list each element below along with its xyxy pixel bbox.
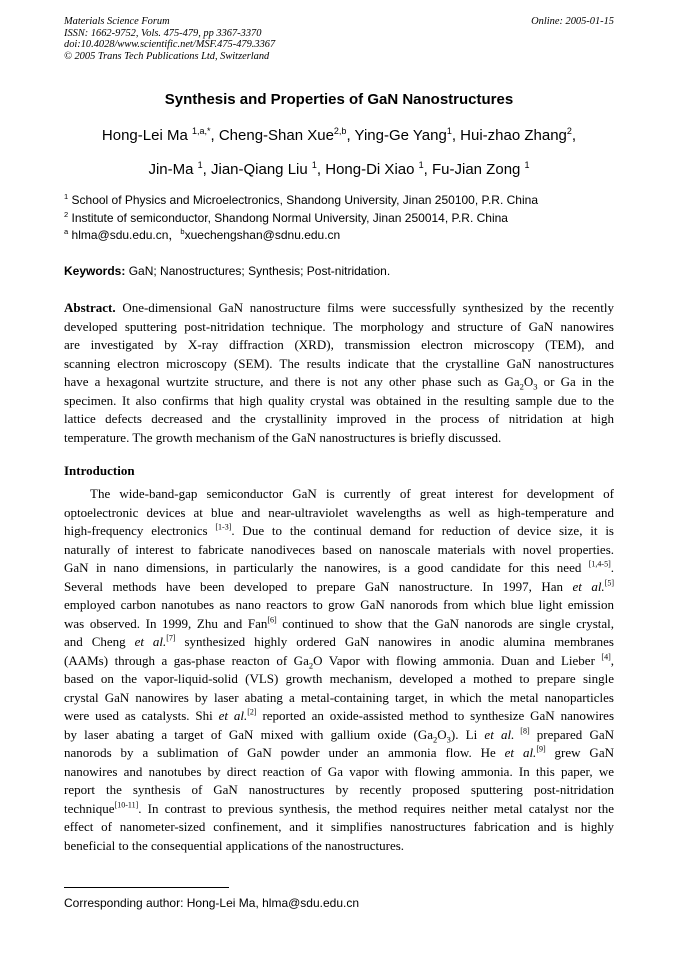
affil-mark: 1 [64, 192, 69, 201]
subscript: 3 [446, 734, 451, 745]
text-run: was observed. In 1999, Zhu and Fan [64, 615, 268, 631]
intro-line: optoelectronic devices at blue and near-ultraviolet wavelengths as well as high-temperature and [64, 504, 614, 520]
citation-ref[interactable]: [9] [536, 744, 546, 754]
author-affil-mark: 1,a,* [191, 126, 211, 136]
subscript: 2 [433, 734, 438, 745]
citation-ref[interactable]: [5] [604, 578, 615, 588]
text-run: grew GaN [545, 745, 614, 760]
doi-line: doi:10.4028/www.scientific.net/MSF.475-479.3367 [64, 39, 276, 51]
text-run: continued to show that the GaN nanorods are single crystal, [276, 615, 614, 631]
journal-name: Materials Science Forum [64, 16, 170, 27]
text-run: ). Li [450, 726, 485, 742]
text-run: Several methods have been developed to prepare GaN nanostructure. In 1997, Han [64, 578, 573, 594]
author-name: Ying-Ge Yang [354, 127, 447, 144]
intro-line: naturally of interest to fabricate nanodiveces based on nanoscale materials with novel properties. [64, 541, 614, 557]
intro-line [64, 744, 614, 763]
italic-run: et al. [218, 708, 248, 723]
text-run: synthesized highly ordered GaN nanowires in anodic alumina membranes [175, 634, 614, 649]
abstract-line: scanning electron microscopy (SEM). The results indicate that the crystalline GaN nanostructures [64, 355, 614, 371]
author-name: Hong-Lei Ma [101, 127, 188, 144]
intro-line [64, 578, 614, 597]
abstract-line: lattice defects decreased and the crystallinity improved in the process of nitridation at high [64, 411, 614, 426]
text-run: high-frequency electronics [64, 523, 216, 538]
keywords-text: GaN; Nanostructures; Synthesis; Post-nitridation. [128, 264, 391, 278]
author-name: Fu-Jian Zong [432, 161, 521, 178]
abstract-line: are investigated by X-ray diffraction (XRD), transmission electron microscopy (TEM), and [64, 337, 614, 352]
text-run: . Due to the continual demand for reduction of device size, it is [231, 523, 614, 538]
author-emails [64, 224, 340, 243]
text-run: prepared GaN [529, 726, 615, 742]
citation-ref[interactable]: [10-11] [114, 800, 139, 810]
citation-ref[interactable]: [6] [267, 615, 277, 625]
keywords-label: Keywords: [64, 264, 126, 278]
author-affil-mark: 1 [418, 160, 424, 170]
subscript: 2 [308, 660, 314, 671]
text-run: were used as catalysts. Shi [64, 708, 219, 723]
intro-line [64, 633, 614, 652]
text-run: , [610, 652, 614, 668]
citation-ref[interactable]: [2] [247, 707, 257, 717]
author-line-2: Jin-Ma $^1$, Jian-Qiang Liu $^1$, Hong-Di Xiao $^1$, Fu-Jian Zong $^1$ [148, 160, 530, 178]
citation-ref[interactable]: [8] [514, 726, 530, 736]
intro-line: The wide-band-gap semiconductor GaN is currently of great interest for development of [90, 486, 614, 501]
email-link[interactable]: hlma@sdu.edu.cn， [71, 228, 181, 242]
abstract-line: developed sputtering post-nitridation technique. The morphology and structure of GaN nanowires [64, 318, 614, 334]
author-name: Jin-Ma [148, 161, 194, 178]
online-date: Online: 2005-01-15 [531, 16, 614, 27]
text-run: . In contrast to previous synthesis, the method requires neither metal catalyst nor the [138, 800, 614, 816]
citation-ref[interactable]: [4] [601, 652, 611, 662]
text-run: technique [64, 800, 115, 816]
intro-line [64, 800, 614, 819]
text-run: or Ga in the [537, 374, 614, 389]
intro-line [64, 707, 614, 726]
intro-line: crystal GaN nanowires by laser abating a metal-containing target, in which the metal nanoparticles [64, 689, 614, 705]
citation-ref[interactable]: [7] [166, 633, 176, 643]
italic-run: et al. [504, 745, 537, 760]
abstract [64, 299, 614, 447]
corresponding-author-footnote: Corresponding author: Hong-Lei Ma, hlma@sdu.edu.cn [64, 896, 360, 910]
italic-run: et al. [572, 578, 605, 594]
citation-ref[interactable]: [1,4-5] [588, 559, 611, 569]
introduction-body [64, 485, 614, 855]
email-mark: b [180, 227, 185, 236]
affiliation-1 [64, 189, 538, 208]
intro-line [64, 726, 614, 745]
text-run: O [437, 726, 447, 742]
text-run: O [523, 374, 534, 389]
text-run: O Vapor with flowing ammonia. Duan and Lieber [313, 652, 602, 668]
abstract-line [64, 299, 614, 318]
intro-line: report the synthesis of GaN nanostructures by recently proposed sputtering post-nitridation [64, 782, 614, 797]
affil-mark: 2 [64, 210, 69, 219]
text-run: GaN in nano dimensions, in particularly the nanowires, is a good candidate for this need [64, 560, 589, 575]
abstract-label: Abstract. [64, 300, 116, 315]
issn-line: ISSN: 1662-9752, Vols. 475-479, pp 3367-3370 [64, 27, 262, 39]
author-affil-mark: 1 [524, 160, 530, 170]
author-affil-mark: 2 [566, 126, 572, 136]
email-mark: a [64, 227, 69, 236]
affil-text: Institute of semiconductor, Shandong Normal University, Jinan 250014, P.R. China [71, 211, 508, 225]
intro-line [64, 652, 614, 671]
paper-title: Synthesis and Properties of GaN Nanostructures [164, 91, 514, 108]
author-affil-mark: 1 [446, 126, 452, 136]
text-run: reported an oxide-assisted method to synthesize GaN nanowires [256, 708, 614, 723]
author-line-1: Hong-Lei Ma $^{1,a,*}$, Cheng-Shan Xue$^{2,b}$, Ying-Ge Yang$^1$, Hui-zhao Zhang$^2$, [101, 126, 577, 144]
text-run: (AAMs) through a gas-phase reacton of Ga [64, 652, 309, 668]
author-name: Hui-zhao Zhang [460, 127, 567, 144]
keywords [64, 264, 390, 278]
italic-run: et al. [134, 634, 167, 649]
intro-line: employed carbon nanotubes as nano reactors to grow GaN nanorods from which blue light emission [64, 597, 614, 612]
author-affil-mark: 1 [311, 160, 317, 170]
intro-line: effect of nanometer-sized confinement, and it simplifies nanostructures fabrication and is highly [64, 819, 614, 834]
author-affil-mark: 1 [197, 160, 203, 170]
author-name: Cheng-Shan Xue [218, 127, 334, 144]
email-link[interactable]: xuechengshan@sdnu.edu.cn [184, 228, 341, 242]
journal-header [64, 16, 275, 62]
subscript: 2 [519, 381, 524, 392]
abstract-line: temperature. The growth mechanism of the GaN nanostructures is briefly discussed. [64, 429, 502, 445]
copyright-line: © 2005 Trans Tech Publications Ltd, Switzerland [64, 50, 270, 62]
text-run: nanorods by a sublimation of GaN powder under an ammonia flow. He [64, 745, 505, 760]
subscript: 3 [533, 381, 538, 392]
affil-text: School of Physics and Microelectronics, Shandong University, Jinan 250100, P.R. China [71, 193, 538, 207]
intro-line: based on the vapor-liquid-solid (VLS) growth mechanism, developed a mothed to prepare single [64, 671, 614, 686]
author-name: Hong-Di Xiao [325, 161, 415, 178]
abstract-line [64, 373, 614, 392]
intro-line [64, 559, 614, 578]
italic-run: et al. [484, 726, 515, 742]
citation-ref[interactable]: [1-3] [215, 522, 232, 532]
intro-line: nanowires and nanotubes by direct reaction of Ga vapor with flowing ammonia. In this paper, we [64, 763, 614, 779]
intro-line: beneficial to the consequential applications of the nanostructures. [64, 837, 405, 853]
text-run: have a hexagonal wurtzite structure, and there is not any other phase such as Ga [64, 374, 520, 389]
intro-line [64, 615, 614, 634]
text-run: by laser abating a target of GaN mixed with gallium oxide (Ga [64, 726, 434, 742]
footnote-divider [64, 887, 229, 888]
text-run: . [610, 560, 614, 575]
text-run: One-dimensional GaN nanostructure films were successfully synthesized by the recently [122, 300, 615, 315]
author-affil-mark: 2,b [333, 126, 347, 136]
intro-line [64, 522, 614, 541]
text-run: and Cheng [64, 634, 135, 649]
abstract-line: specimen. It also confirms that high quality crystal was obtained in the resulting sample due to the [64, 392, 614, 408]
section-heading: Introduction [64, 463, 135, 478]
author-name: Jian-Qiang Liu [210, 161, 308, 178]
